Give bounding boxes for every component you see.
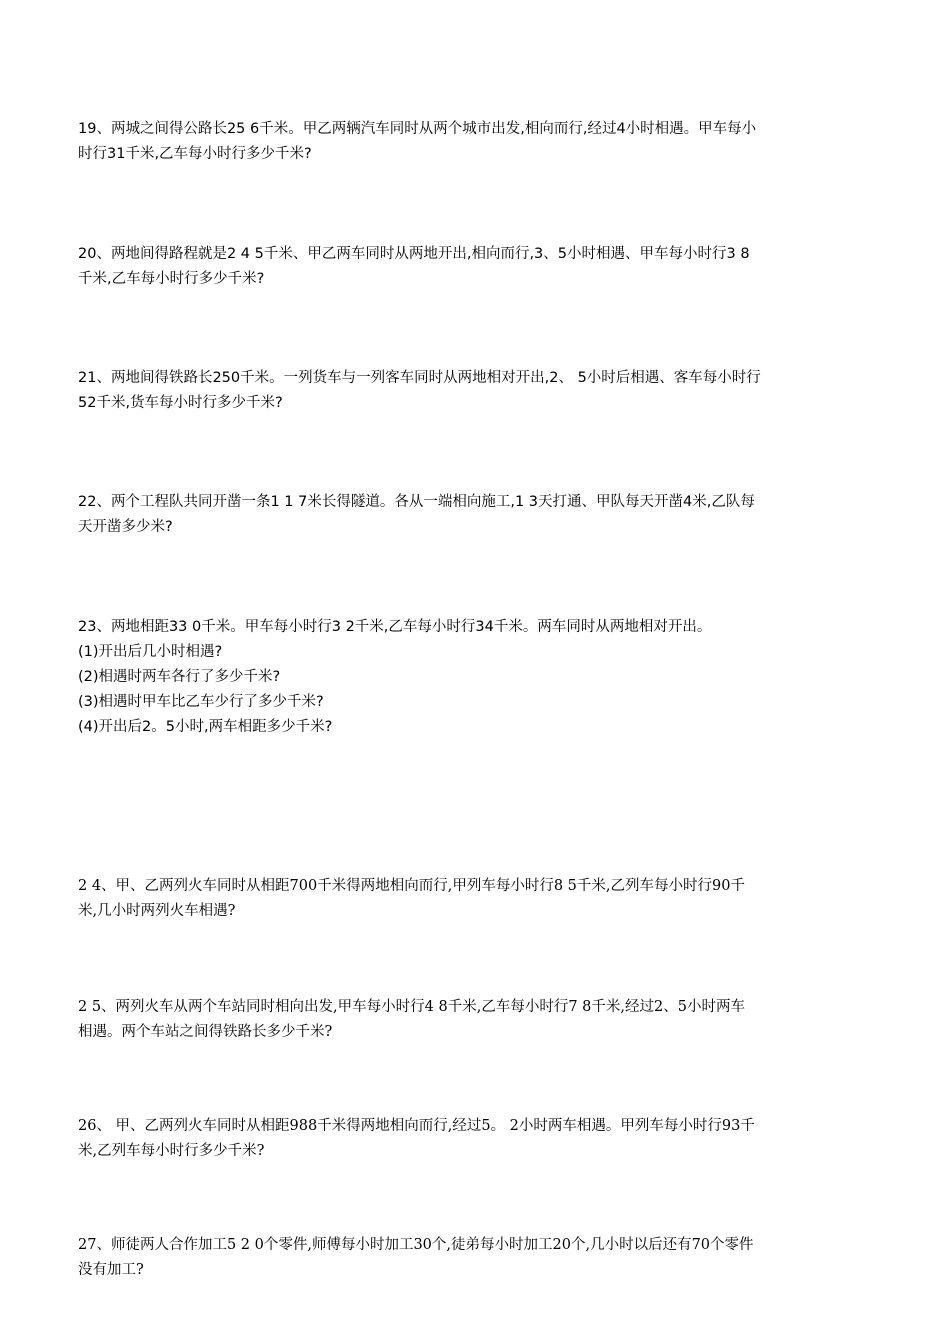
problem-27: [78, 1233, 878, 1283]
problem-19-line-1: 19、两城之间得公路长25 6千米。甲乙两辆汽车同时从两个城市出发,相向而行,经过4小时相遇。甲车每小: [78, 121, 757, 137]
problem-26-line-1: 26、 甲、乙两列火车同时从相距988千米得两地相向而行,经过5。 2小时两车相遇。甲列车每小时行93千: [78, 1118, 755, 1134]
problem-27-line-1: 27、师徒两人合作加工5 2 0个零件,师傅每小时加工30个,徒弟每小时加工20个,几小时以后还有70个零件: [78, 1237, 754, 1253]
problem-22-line-2: 天开凿多少米?: [78, 519, 173, 535]
problem-21-line-2: 52千米,货车每小时行多少千米?: [78, 395, 283, 411]
problem-24-line-2: 米,几小时两列火车相遇?: [78, 903, 236, 919]
problem-25-line-2: 相遇。两个车站之间得铁路长多少千米?: [78, 1024, 333, 1040]
problem-26: [78, 1114, 878, 1164]
problem-23-subquestion-2: (2)相遇时两车各行了多少千米?: [78, 669, 281, 685]
problem-19-line-2: 时行31千米,乙车每小时行多少千米?: [78, 146, 312, 162]
problem-25: [78, 995, 878, 1045]
problem-25-line-1: 2 5、两列火车从两个车站同时相向出发,甲车每小时行4 8千米,乙车每小时行7 8千米,经过2、5小时两车: [78, 999, 745, 1015]
problem-21-line-1: 21、两地间得铁路长250千米。一列货车与一列客车同时从两地相对开出,2、 5小时后相遇、客车每小时行: [78, 370, 761, 386]
problem-22-line-1: 22、两个工程队共同开凿一条1 1 7米长得隧道。各从一端相向施工,1 3天打通、甲队每天开凿4米,乙队每: [78, 494, 755, 510]
problem-23-line-1: 23、两地相距33 0千米。甲车每小时行3 2千米,乙车每小时行34千米。两车同时从两地相对开出。: [78, 619, 712, 635]
problem-23: [78, 615, 878, 740]
problem-23-subquestion-4: (4)开出后2。5小时,两车相距多少千米?: [78, 719, 333, 735]
problem-27-line-2: 没有加工?: [78, 1262, 144, 1278]
problem-19: [78, 117, 878, 167]
problem-23-subquestion-3: (3)相遇时甲车比乙车少行了多少千米?: [78, 694, 324, 710]
problem-20-line-1: 20、两地间得路程就是2 4 5千米、甲乙两车同时从两地开出,相向而行,3、5小时相遇、甲车每小时行3 8: [78, 246, 750, 262]
problem-24: [78, 874, 878, 924]
problem-23-subquestion-1: (1)开出后几小时相遇?: [78, 644, 223, 660]
problem-24-line-1: 2 4、甲、乙两列火车同时从相距700千米得两地相向而行,甲列车每小时行8 5千米,乙列车每小时行90千: [78, 878, 745, 894]
problem-22: [78, 490, 878, 540]
problem-20-line-2: 千米,乙车每小时行多少千米?: [78, 271, 265, 287]
problem-21: [78, 366, 878, 416]
problem-26-line-2: 米,乙列车每小时行多少千米?: [78, 1143, 265, 1159]
problem-20: [78, 242, 878, 292]
